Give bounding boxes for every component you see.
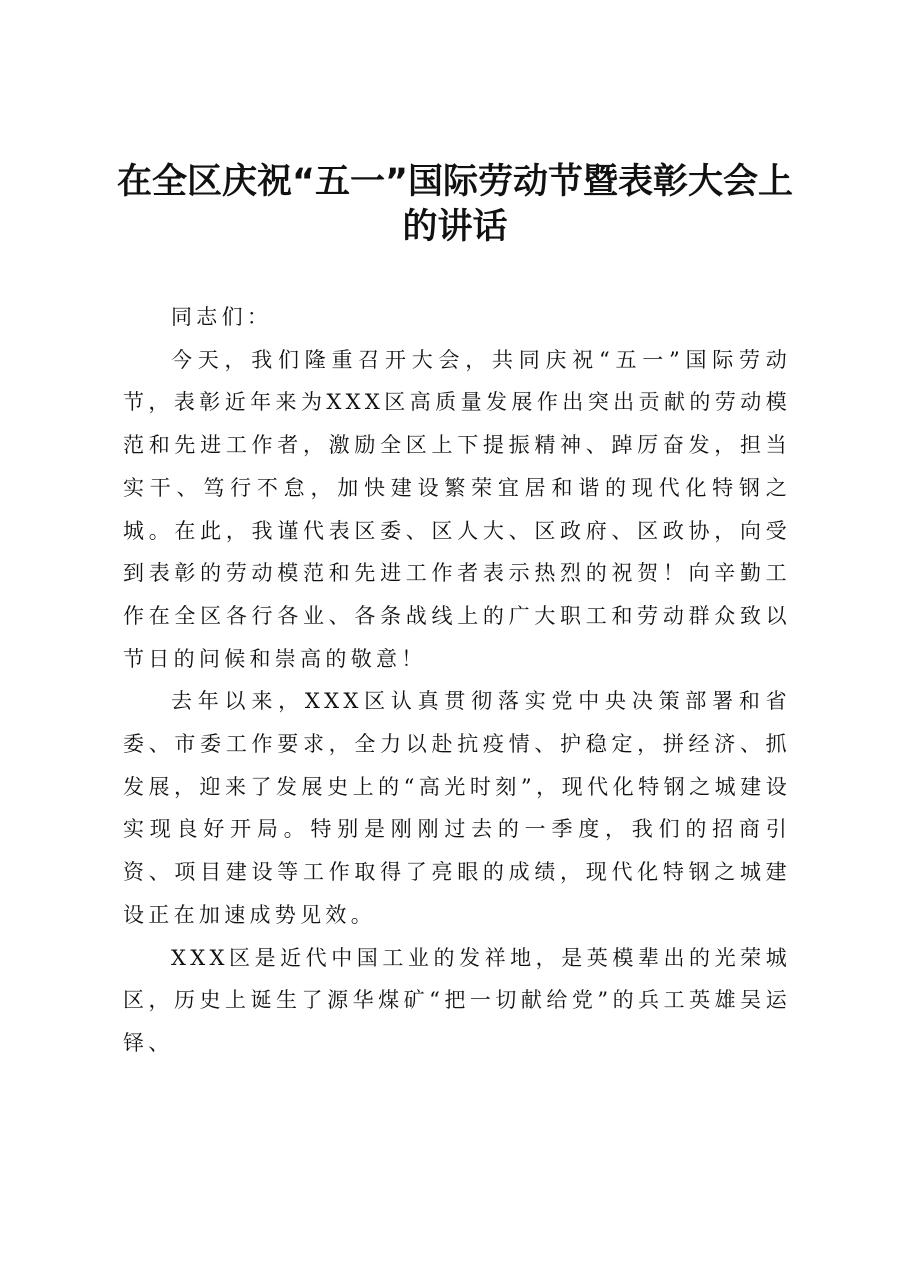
title-line-2: 的讲话 <box>402 207 508 247</box>
title-line-1: 在全区庆祝“五一”国际劳动节暨表彰大会上 <box>116 162 793 202</box>
salutation: 同志们： <box>171 305 273 329</box>
paragraph: 去年以来，XXX区认真贯彻落实党中央决策部署和省委、市委工作要求，全力以赴抗疫情、护稳定，拼经济、抓发展，迎来了发展史上的“高光时刻”，现代化特钢之城建设实现良好开局。特别是刚刚过去的一季度，我们的招商引资、项目建设等工作取得了亮眼的成绩，现代化特钢之城建设正在加速成势见效。 <box>123 689 791 927</box>
paragraph: 今天，我们隆重召开大会，共同庆祝“五一”国际劳动节，表彰近年来为XXX区高质量发展作出突出贡献的劳动模范和先进工作者，激励全区上下提振精神、踔厉奋发，担当实干、笃行不怠，加快建设繁荣宜居和谐的现代化特钢之城。在此，我谨代表区委、区人大、区政府、区政协，向受到表彰的劳动模范和先进工作者表示热烈的祝贺！向辛勤工作在全区各行各业、各条战线上的广大职工和劳动群众致以节日的问候和崇高的敬意！ <box>123 347 791 671</box>
paragraph: XXX区是近代中国工业的发祥地，是英模辈出的光荣城区，历史上诞生了源华煤矿“把一切献给党”的兵工英雄吴运铎、 <box>123 945 791 1055</box>
document-title <box>110 160 800 250</box>
document-body <box>123 296 791 1065</box>
